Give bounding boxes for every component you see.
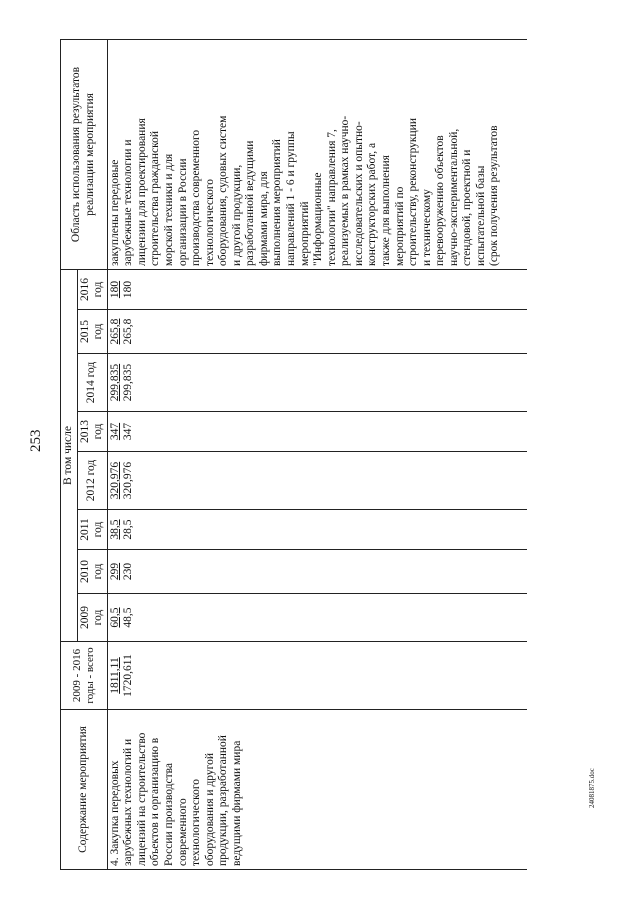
usage-line: мероприятий по <box>393 186 406 266</box>
year-bottom-value: 48,5 <box>122 607 135 628</box>
content-line: объектов и организацию в <box>149 737 162 866</box>
page-number: 253 <box>28 429 44 452</box>
year-bottom-value: 180 <box>122 280 135 299</box>
header-year: 2013 год <box>77 412 107 452</box>
year-top-value: 347 <box>108 422 121 441</box>
total-top-value: 1811,11 <box>108 657 121 694</box>
usage-line: выполнения мероприятий <box>271 139 284 266</box>
events-table <box>60 39 527 870</box>
header-including: В том числе <box>61 270 78 642</box>
content-line: современного <box>176 798 189 866</box>
usage-line: строительству, реконструкции <box>407 118 420 266</box>
header-year: 2014 год <box>77 354 107 412</box>
year-cell <box>107 412 527 452</box>
usage-line: научно-экспериментальной, <box>447 128 460 266</box>
usage-line: и другой продукции, <box>230 164 243 266</box>
usage-line: перевооружению объектов <box>434 135 447 266</box>
usage-line: также для выполнения <box>379 155 392 266</box>
year-bottom-value: 299,835 <box>122 363 135 402</box>
header-year: 2015 год <box>77 310 107 354</box>
year-cell <box>107 594 527 642</box>
usage-line: производства современного <box>190 129 203 266</box>
year-cell <box>107 270 527 310</box>
year-cell <box>107 550 527 594</box>
table-row <box>107 40 527 870</box>
usage-line: оборудования, судовых систем <box>217 115 230 266</box>
header-year: 2011 год <box>77 510 107 550</box>
usage-line: разработанной ведущими <box>244 140 257 266</box>
year-top-value: 60,5 <box>108 607 121 628</box>
usage-line: исследовательских и опытно- <box>352 121 365 266</box>
year-cell <box>107 354 527 412</box>
year-cell <box>107 510 527 550</box>
usage-line: и техническому <box>420 189 433 266</box>
usage-line: направлений 1 - 6 и группы <box>285 131 297 266</box>
total-cell <box>107 642 527 710</box>
year-bottom-value: 265,8 <box>122 318 135 345</box>
rotated-table-page <box>60 40 620 870</box>
content-line: лицензий на строительство <box>135 732 148 866</box>
usage-line: "Информационные <box>312 172 325 266</box>
header-total: 2009 - 2016 годы - всего <box>61 642 108 710</box>
total-bottom-value: 1720,611 <box>122 654 135 697</box>
usage-cell <box>107 40 527 270</box>
content-line: ведущими фирмами мира <box>230 740 243 866</box>
year-top-value: 320,976 <box>108 461 121 500</box>
usage-line: испытательной базы <box>474 165 487 266</box>
header-year: 2016 год <box>77 270 107 310</box>
usage-line: фирмами мира, для <box>257 171 270 266</box>
year-top-value: 265,8 <box>108 318 121 345</box>
usage-line: (срок получения результатов <box>488 125 501 266</box>
content-text <box>109 713 245 866</box>
content-line: продукции, разработанной <box>217 735 230 866</box>
year-cell <box>107 452 527 510</box>
year-top-value: 38,5 <box>108 519 121 540</box>
content-line: технологического <box>190 778 203 866</box>
usage-line: стендовой, проектной и <box>461 149 474 266</box>
document-code: 24081875.doc <box>588 768 596 808</box>
usage-line: мероприятий <box>298 201 311 266</box>
year-bottom-value: 347 <box>122 422 135 441</box>
header-content: Содержание мероприятия <box>61 710 108 870</box>
header-row-1 <box>61 40 78 870</box>
usage-line: реализуемых в рамках научно- <box>339 115 352 266</box>
header-year: 2009 год <box>77 594 107 642</box>
usage-line: строительства гражданской <box>149 130 162 266</box>
year-cell <box>107 310 527 354</box>
year-bottom-value: 230 <box>122 562 135 581</box>
usage-line: морской техники и для <box>162 153 175 266</box>
usage-line: организации в России <box>176 158 189 266</box>
content-line: 4. Закупка передовых <box>108 760 121 866</box>
usage-line: технологии" направления 7, <box>325 129 338 266</box>
usage-text <box>109 43 502 266</box>
year-top-value: 299,835 <box>108 363 121 402</box>
year-bottom-value: 28,5 <box>122 519 135 540</box>
usage-line: зарубежные технологии и <box>122 139 135 266</box>
content-line: оборудования и другой <box>203 753 216 866</box>
usage-line: закуплены передовые <box>108 159 121 266</box>
year-bottom-value: 320,976 <box>122 461 135 500</box>
year-top-value: 299 <box>108 562 121 581</box>
content-cell <box>107 710 527 870</box>
year-top-value: 180 <box>108 280 121 299</box>
usage-line: технологического <box>203 178 216 266</box>
header-usage-area: Область использования результатов реализации мероприятия <box>61 40 108 270</box>
header-year: 2010 год <box>77 550 107 594</box>
content-line: России производства <box>162 762 175 866</box>
header-year: 2012 год <box>77 452 107 510</box>
content-line: зарубежных технологий и <box>122 738 135 866</box>
usage-line: лицензии для проектирования <box>135 118 148 266</box>
usage-line: конструкторских работ, а <box>366 142 379 266</box>
